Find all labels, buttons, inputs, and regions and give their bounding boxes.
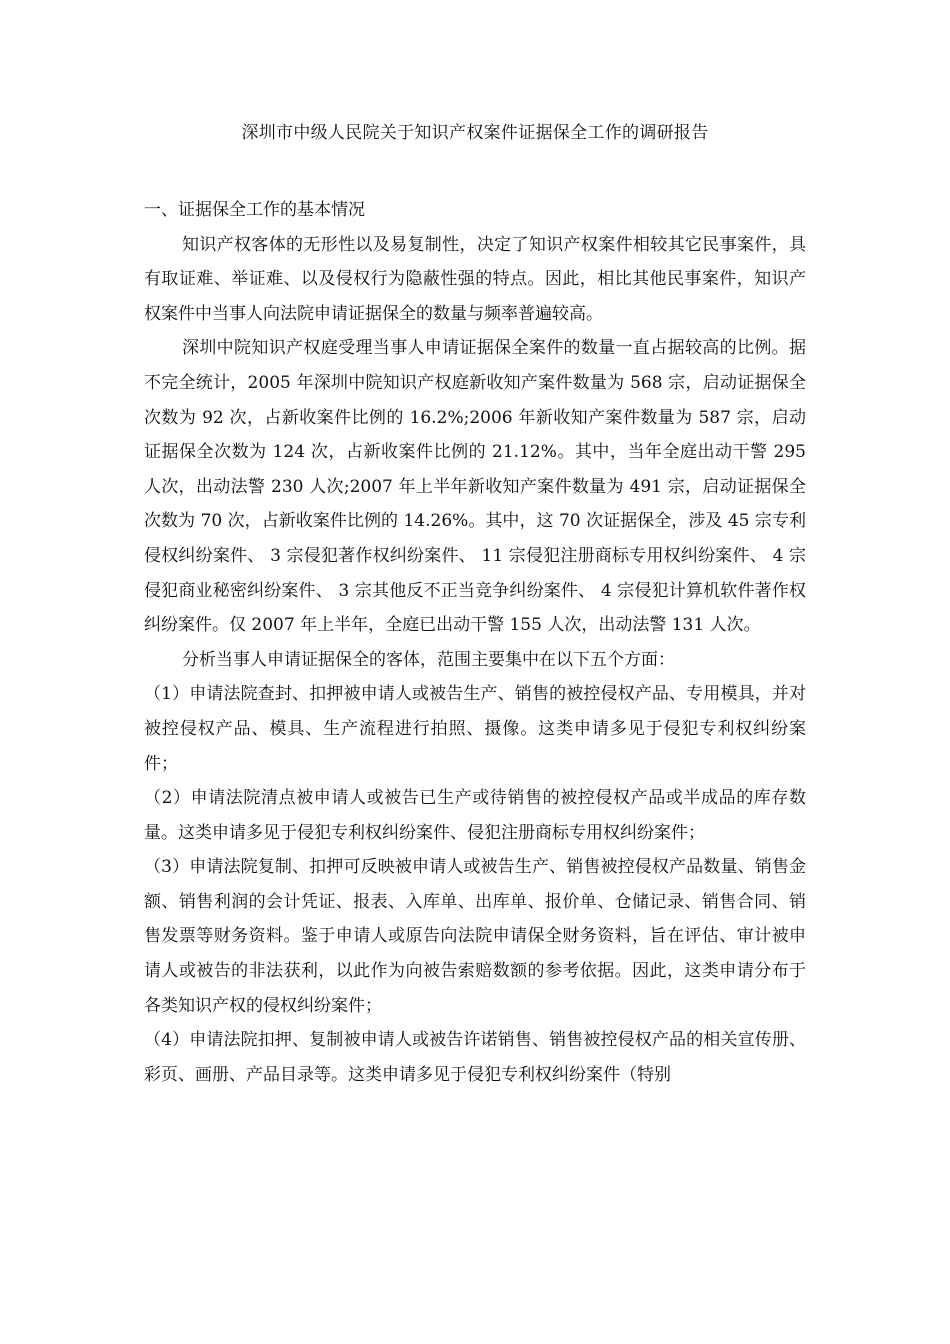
list-item-4: （4）申请法院扣押、复制被申请人或被告许诺销售、销售被控侵权产品的相关宣传册、彩页、画册、产品目录等。这类申请多见于侵犯专利权纠纷案件（特别 [144,1030,806,1085]
section-heading: 一、证据保全工作的基本情况 [144,200,365,220]
paragraph-scope: 分析当事人申请证据保全的客体，范围主要集中在以下五个方面： [182,649,675,670]
document-body [144,193,806,1092]
list-item-2: （2）申请法院清点被申请人或被告已生产或待销售的被控侵权产品或半成品的库存数量。这类申请多见于侵犯专利权纠纷案件、侵犯注册商标专用权纠纷案件； [144,788,806,843]
paragraph-intro: 知识产权客体的无形性以及易复制性，决定了知识产权案件相较其它民事案件，具有取证难、举证难、以及侵权行为隐蔽性强的特点。因此，相比其他民事案件，知识产权案件中当事人向法院申请证据保全的数量与频率普遍较高。 [144,234,806,324]
list-item-3: （3）申请法院复制、扣押可反映被申请人或被告生产、销售被控侵权产品数量、销售金额、销售利润的会计凭证、报表、入库单、出库单、报价单、仓储记录、销售合同、销售发票等财务资料。鉴于申请人或原告向法院申请保全财务资料，旨在评估、审计被申请人或被告的非法获利，以此作为向被告索赔数额的参考依据。因此，这类申请分布于各类知识产权的侵权纠纷案件； [144,857,806,1016]
paragraph-statistics: 深圳中院知识产权庭受理当事人申请证据保全案件的数量一直占据较高的比例。据不完全统计，2005 年深圳中院知识产权庭新收知产案件数量为 568 宗，启动证据保全次数为 92 次，占新收案件比例的 16.2%;2006 年新收知产案件数量为 587 宗，启动证据保全次数为 124 次，占新收案件比例的 21.12%。其中，当年全庭出动干警 295 人次，出动法警 230 人次;2007 年上半年新收知产案件数量为 491 宗，启动证据保全次数为 70 次，占新收案件比例的 14.26%。其中，这 70 次证据保全，涉及 45 宗专利侵权纠纷案件、 3 宗侵犯著作权纠纷案件、 11 宗侵犯注册商标专用权纠纷案件、 4 宗侵犯商业秘密纠纷案件、 3 宗其他反不正当竞争纠纷案件、 4 宗侵犯计算机软件著作权纠纷案件。仅 2007 年上半年，全庭已出动干警 155 人次，出动法警 131 人次。 [144,338,806,636]
list-item-1: （1）申请法院查封、扣押被申请人或被告生产、销售的被控侵权产品、专用模具，并对被控侵权产品、模具、生产流程进行拍照、摄像。这类申请多见于侵犯专利权纠纷案件； [144,684,806,774]
document-title: 深圳市中级人民院关于知识产权案件证据保全工作的调研报告 [241,123,709,143]
